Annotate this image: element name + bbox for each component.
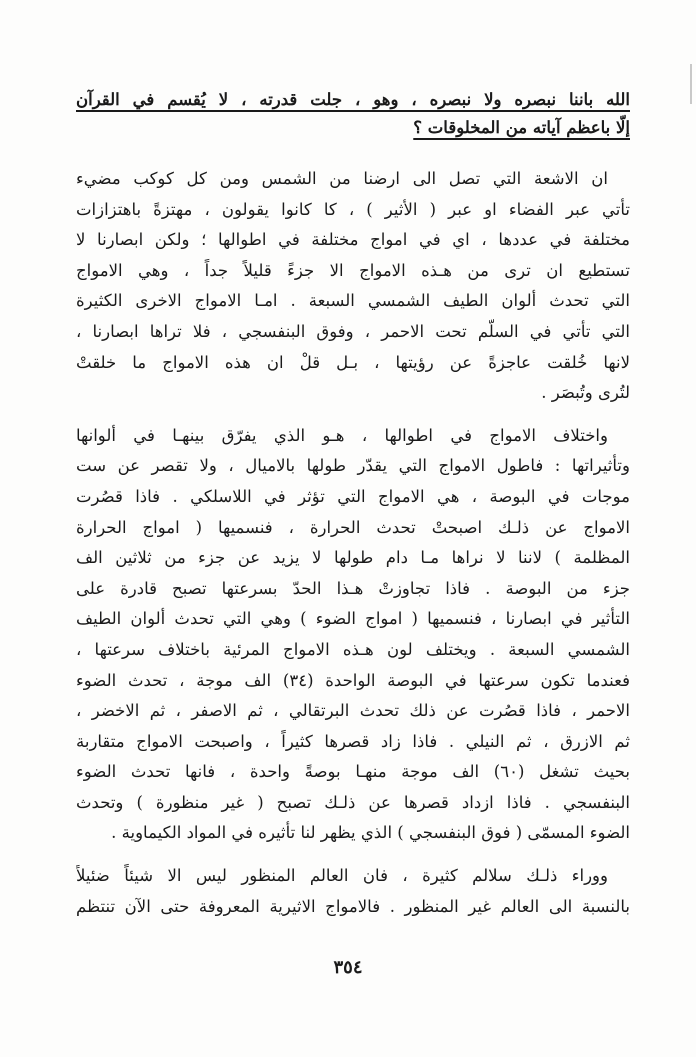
text-line: بالنسبة الى العالم غير المنظور . فالامواج الاثيرية المعروفة حتى الآن تنتظم (76, 896, 630, 916)
paragraph-1 (76, 164, 630, 409)
paragraph-2 (76, 421, 630, 849)
intro-line-1: الله باننا نبصره ولا نبصره ، وهو ، جلت قدرته ، لا يُقسم في القرآن (76, 90, 630, 109)
text-line: ان الاشعة التي تصل الى ارضنا من الشمس ومن كل كوكب مضيء (76, 169, 608, 188)
text-line: بحيث تشغل (٦٠) الف موجة منهـا بوصةً واحدة ، فانها تحدث الضوء (76, 762, 630, 782)
intro-line-2: إلّا باعظم آياته من المخلوقات ؟ (413, 118, 630, 137)
text-line: لانها خُلقت عاجزةً عن رؤيتها ، بـل قلْ ان هذه الامواج ما خلقتْ (76, 352, 630, 372)
text-line: واختلاف الامواج في اطوالها ، هـو الذي يفرّق بينهـا في ألوانها (76, 425, 608, 445)
text-line: التي تأتي في السلّم تحت الاحمر ، وفوق البنفسجي ، فلا تراها ابصارنا ، (76, 321, 630, 341)
body-text (76, 164, 630, 922)
page-number: ٣٥٤ (333, 957, 363, 978)
page-edge-mark (690, 64, 692, 104)
text-line: موجات في البوصة ، هي الامواج التي تؤثر في اللاسلكي . فاذا قصُرت (76, 486, 630, 506)
text-line: التي تحدث ألوان الطيف الشمسي السبعة . امـا الامواج الاخرى الكثيرة (76, 291, 630, 311)
intro-block (76, 86, 630, 142)
text-line: تأتي عبر الفضاء او عبر ( الأثير ) ، كا كانوا يقولون ، مهتزةً باهتزازات (76, 199, 630, 219)
paragraph-3 (76, 861, 630, 922)
text-line: تستطيع ان ترى من هـذه الامواج الا جزءً قليلاً جداً ، وهي الامواج (76, 260, 630, 280)
text-line: ووراء ذلـك سلالم كثيرة ، فان العالم المنظور ليس الا شيئاً ضئيلاً (76, 866, 608, 886)
text-line: الاحمر ، فاذا قصُرت عن ذلك تحدث البرتقالي ، ثم الاصفر ، ثم الاخضر ، (76, 701, 630, 721)
text-line: البنفسجي . فاذا ازداد قصرها عن ذلـك تصبح ( غير منظورة ) وتحدث (76, 792, 630, 812)
text-line: فعندما تكون سرعتها في البوصة الواحدة (٣٤) الف موجة ، تحدث الضوء (76, 670, 630, 690)
text-line: الامواج عن ذلـك اصبحتْ تحدث الحرارة ، فنسميها ( امواج الحرارة (76, 517, 630, 537)
text-line: ثم الازرق ، ثم النيلي . فاذا زاد قصرها كثيراً ، واصبحت الامواج متقاربة (76, 731, 630, 751)
text-line: وتأثيراتها : فاطول الامواج التي يقدّر طولها بالاميال ، ولا تقصر عن ست (76, 456, 630, 476)
text-line: لتُرى وتُبصَر . (541, 383, 630, 403)
text-line: الشمسي السبعة . ويختلف لون هـذه الامواج المرئية باختلاف سرعتها ، (76, 639, 630, 659)
text-line: مختلفة في عددها ، اي في امواج مختلفة في اطوالها ؛ ولكن ابصارنا لا (76, 230, 630, 250)
text-line: جزء من البوصة . فاذا تجاوزتْ هـذا الحدّ بسرعتها تصبح قادرة على (76, 578, 630, 598)
text-line: المظلمة ) لاننا لا نراها مـا دام طولها لا يزيد عن جزء من ثلاثين الف (76, 548, 630, 568)
text-line: التأثير في ابصارنا ، فنسميها ( امواج الضوء ) وهي التي تحدث ألوان الطيف (76, 609, 630, 629)
text-line: الضوء المسمّى ( فوق البنفسجي ) الذي يظهر لنا تأثيره في المواد الكيماوية . (111, 823, 630, 843)
